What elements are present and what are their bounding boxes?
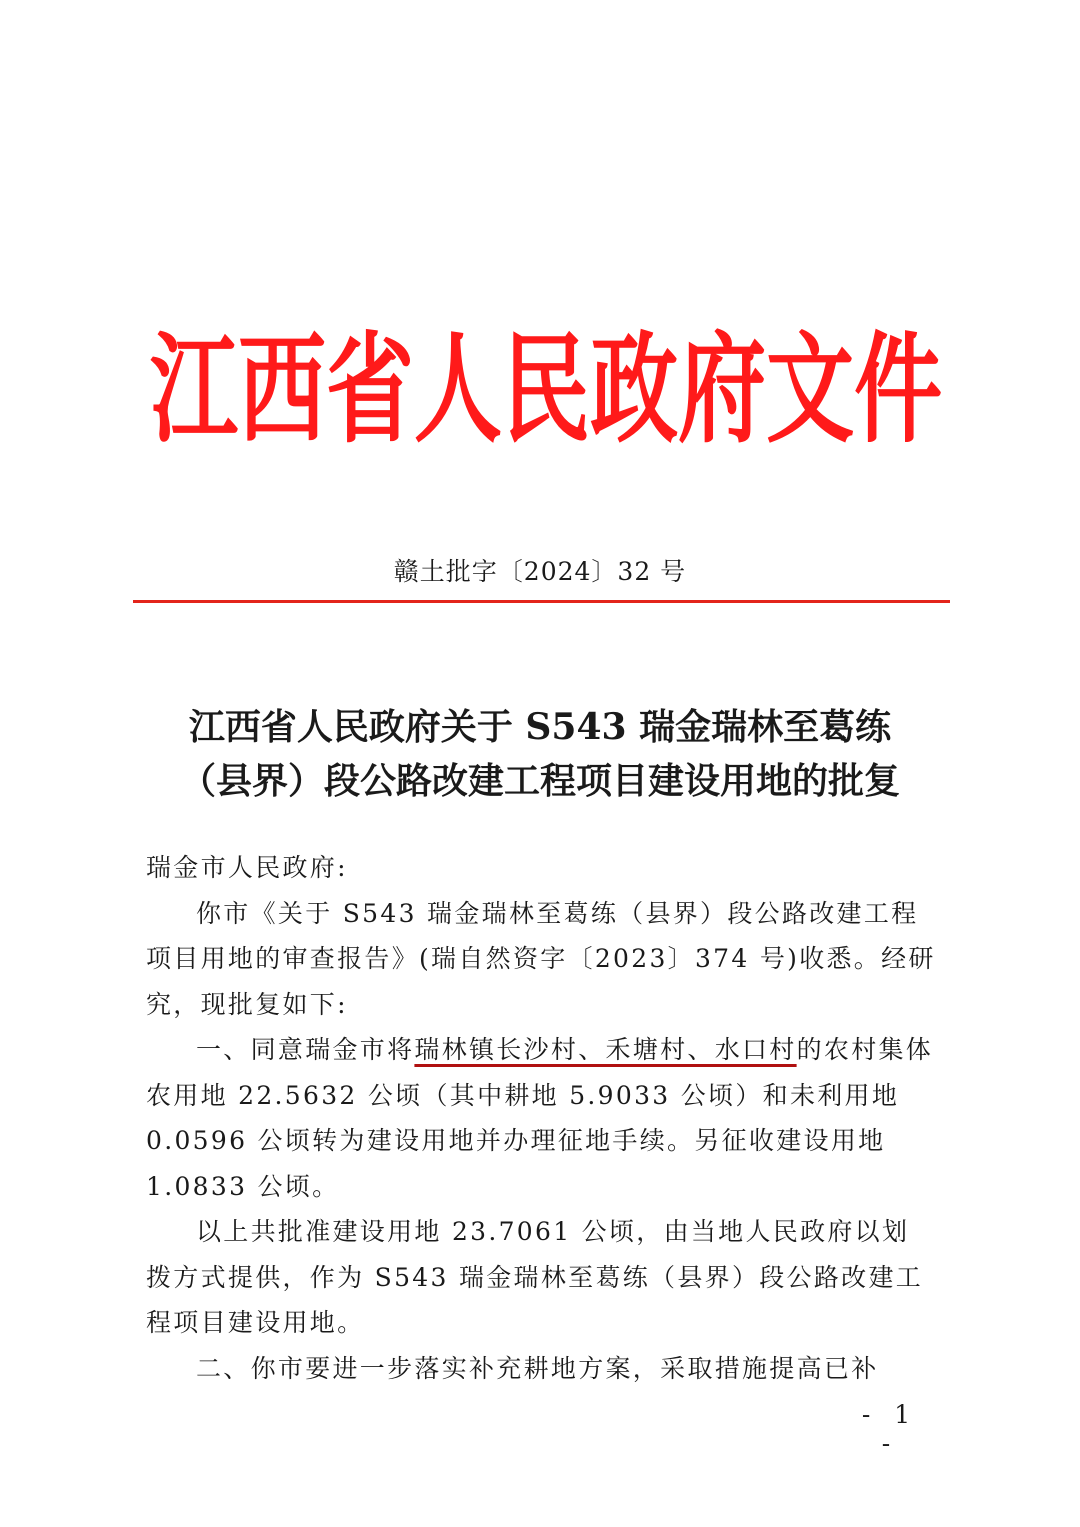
masthead-char: 文 (766, 319, 855, 459)
paragraph-2 (146, 1027, 936, 1209)
masthead-char: 件 (854, 319, 943, 459)
masthead-char: 西 (238, 319, 327, 459)
paragraph-4: 二、你市要进一步落实补充耕地方案，采取措施提高已补 (196, 1353, 879, 1383)
title-line-1: 江西省人民政府关于 S543 瑞金瑞林至葛练 (188, 706, 892, 748)
masthead-char: 府 (678, 319, 767, 459)
underlined-villages: 瑞林镇长沙村、禾塘村、水口村 (414, 1035, 797, 1064)
masthead-char: 民 (502, 319, 591, 459)
paragraph-2-lead: 一、同意瑞金市将 (196, 1035, 415, 1064)
masthead-char: 政 (590, 319, 679, 459)
masthead-title (150, 319, 943, 460)
document-title (140, 700, 940, 808)
page-number: - 1 - (861, 1400, 919, 1458)
paragraph-3: 以上共批准建设用地 23.7061 公顷，由当地人民政府以划拨方式提供，作为 S543 瑞金瑞林至葛练（县界）段公路改建工程项目建设用地。 (146, 1217, 924, 1337)
masthead-char: 江 (150, 319, 239, 459)
document-body (146, 845, 936, 1391)
salutation: 瑞金市人民政府: (146, 853, 348, 882)
paragraph-1: 你市《关于 S543 瑞金瑞林至葛练（县界）段公路改建工程项目用地的审查报告》(瑞自然资字〔2023〕374 号)收悉。经研究，现批复如下: (146, 898, 936, 1019)
red-divider (133, 600, 950, 603)
paragraph-2-rest: 的农村集体农用地 22.5632 公顷（其中耕地 5.9033 公顷）和未利用地 0.0596 公顷转为建设用地并办理征地手续。另征收建设用地 1.0833 公顷。 (146, 1035, 934, 1201)
masthead-char: 省 (326, 319, 415, 459)
title-line-2: （县界）段公路改建工程项目建设用地的批复 (179, 760, 900, 802)
document-number: 赣土批字〔2024〕32 号 (393, 557, 687, 586)
masthead-char: 人 (414, 319, 503, 459)
